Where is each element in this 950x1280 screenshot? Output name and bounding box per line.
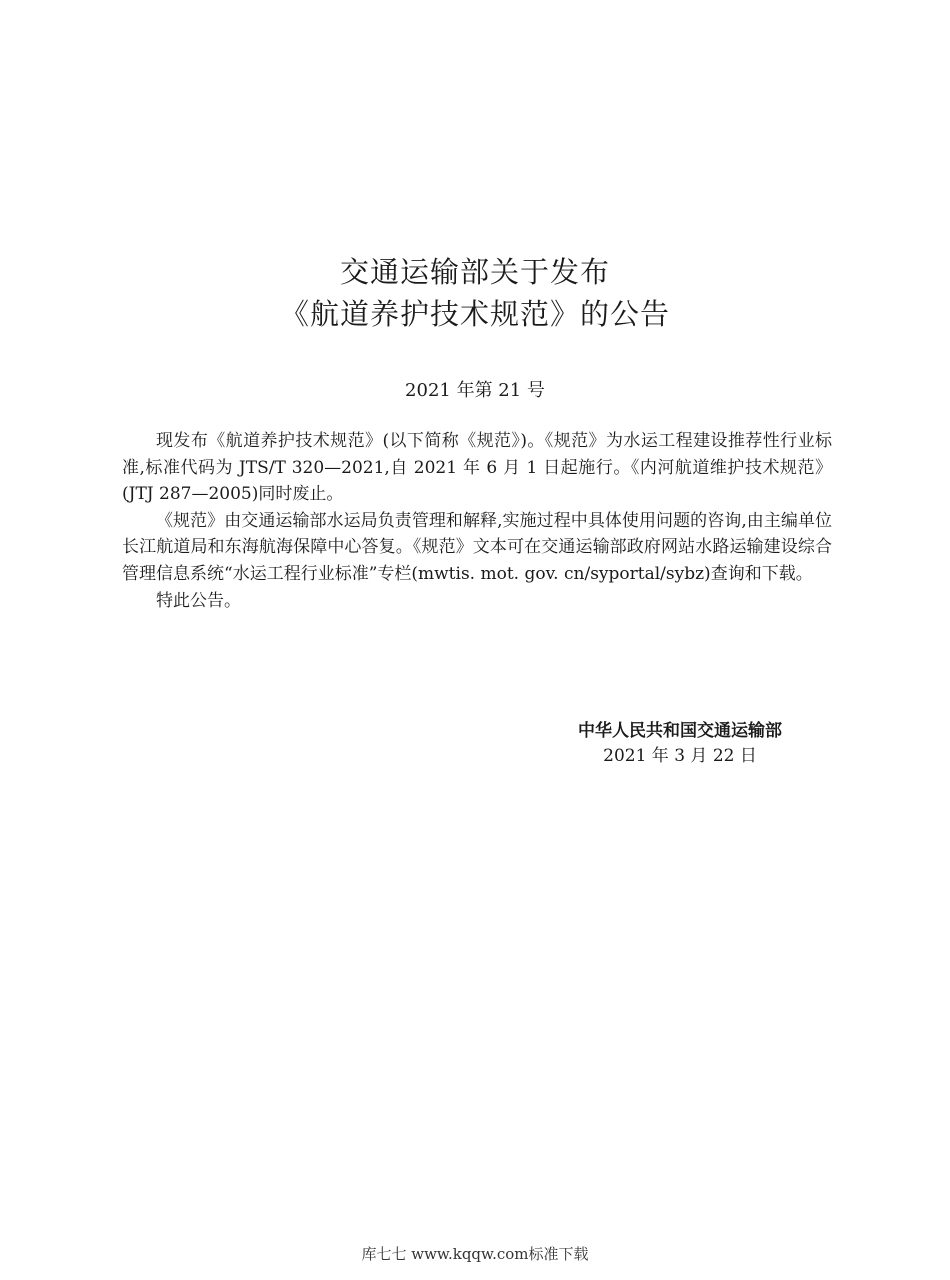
body-paragraph-3: 特此公告。	[156, 590, 241, 611]
page-footer-watermark: 库七七 www.kqqw.com标准下载	[361, 1245, 589, 1263]
announcement-body	[122, 428, 832, 614]
issuer-name: 中华人民共和国交通运输部	[578, 721, 782, 741]
issue-date: 2021 年 3 月 22 日	[603, 746, 757, 766]
announcement-title-line1: 交通运输部关于发布	[339, 255, 610, 289]
body-paragraph-1: 现发布《航道养护技术规范》(以下简称《规范》)。《规范》为水运工程建设推荐性行业标准,标准代码为 JTS/T 320—2021,自 2021 年 6 月 1 日起施行。《内河航道维护技术规范》(JTJ 287—2005)同时废止。	[122, 431, 832, 505]
body-paragraph-2: 《规范》由交通运输部水运局负责管理和解释,实施过程中具体使用问题的咨询,由主编单位长江航道局和东海航海保障中心答复。《规范》文本可在交通运输部政府网站水路运输建设综合管理信息系统“水运工程行业标准”专栏(mwtis. mot. gov. cn/syportal/sybz)查询和下载。	[122, 510, 832, 584]
announcement-number: 2021 年第 21 号	[405, 380, 545, 401]
announcement-title-line2: 《航道养护技术规范》的公告	[279, 297, 670, 331]
